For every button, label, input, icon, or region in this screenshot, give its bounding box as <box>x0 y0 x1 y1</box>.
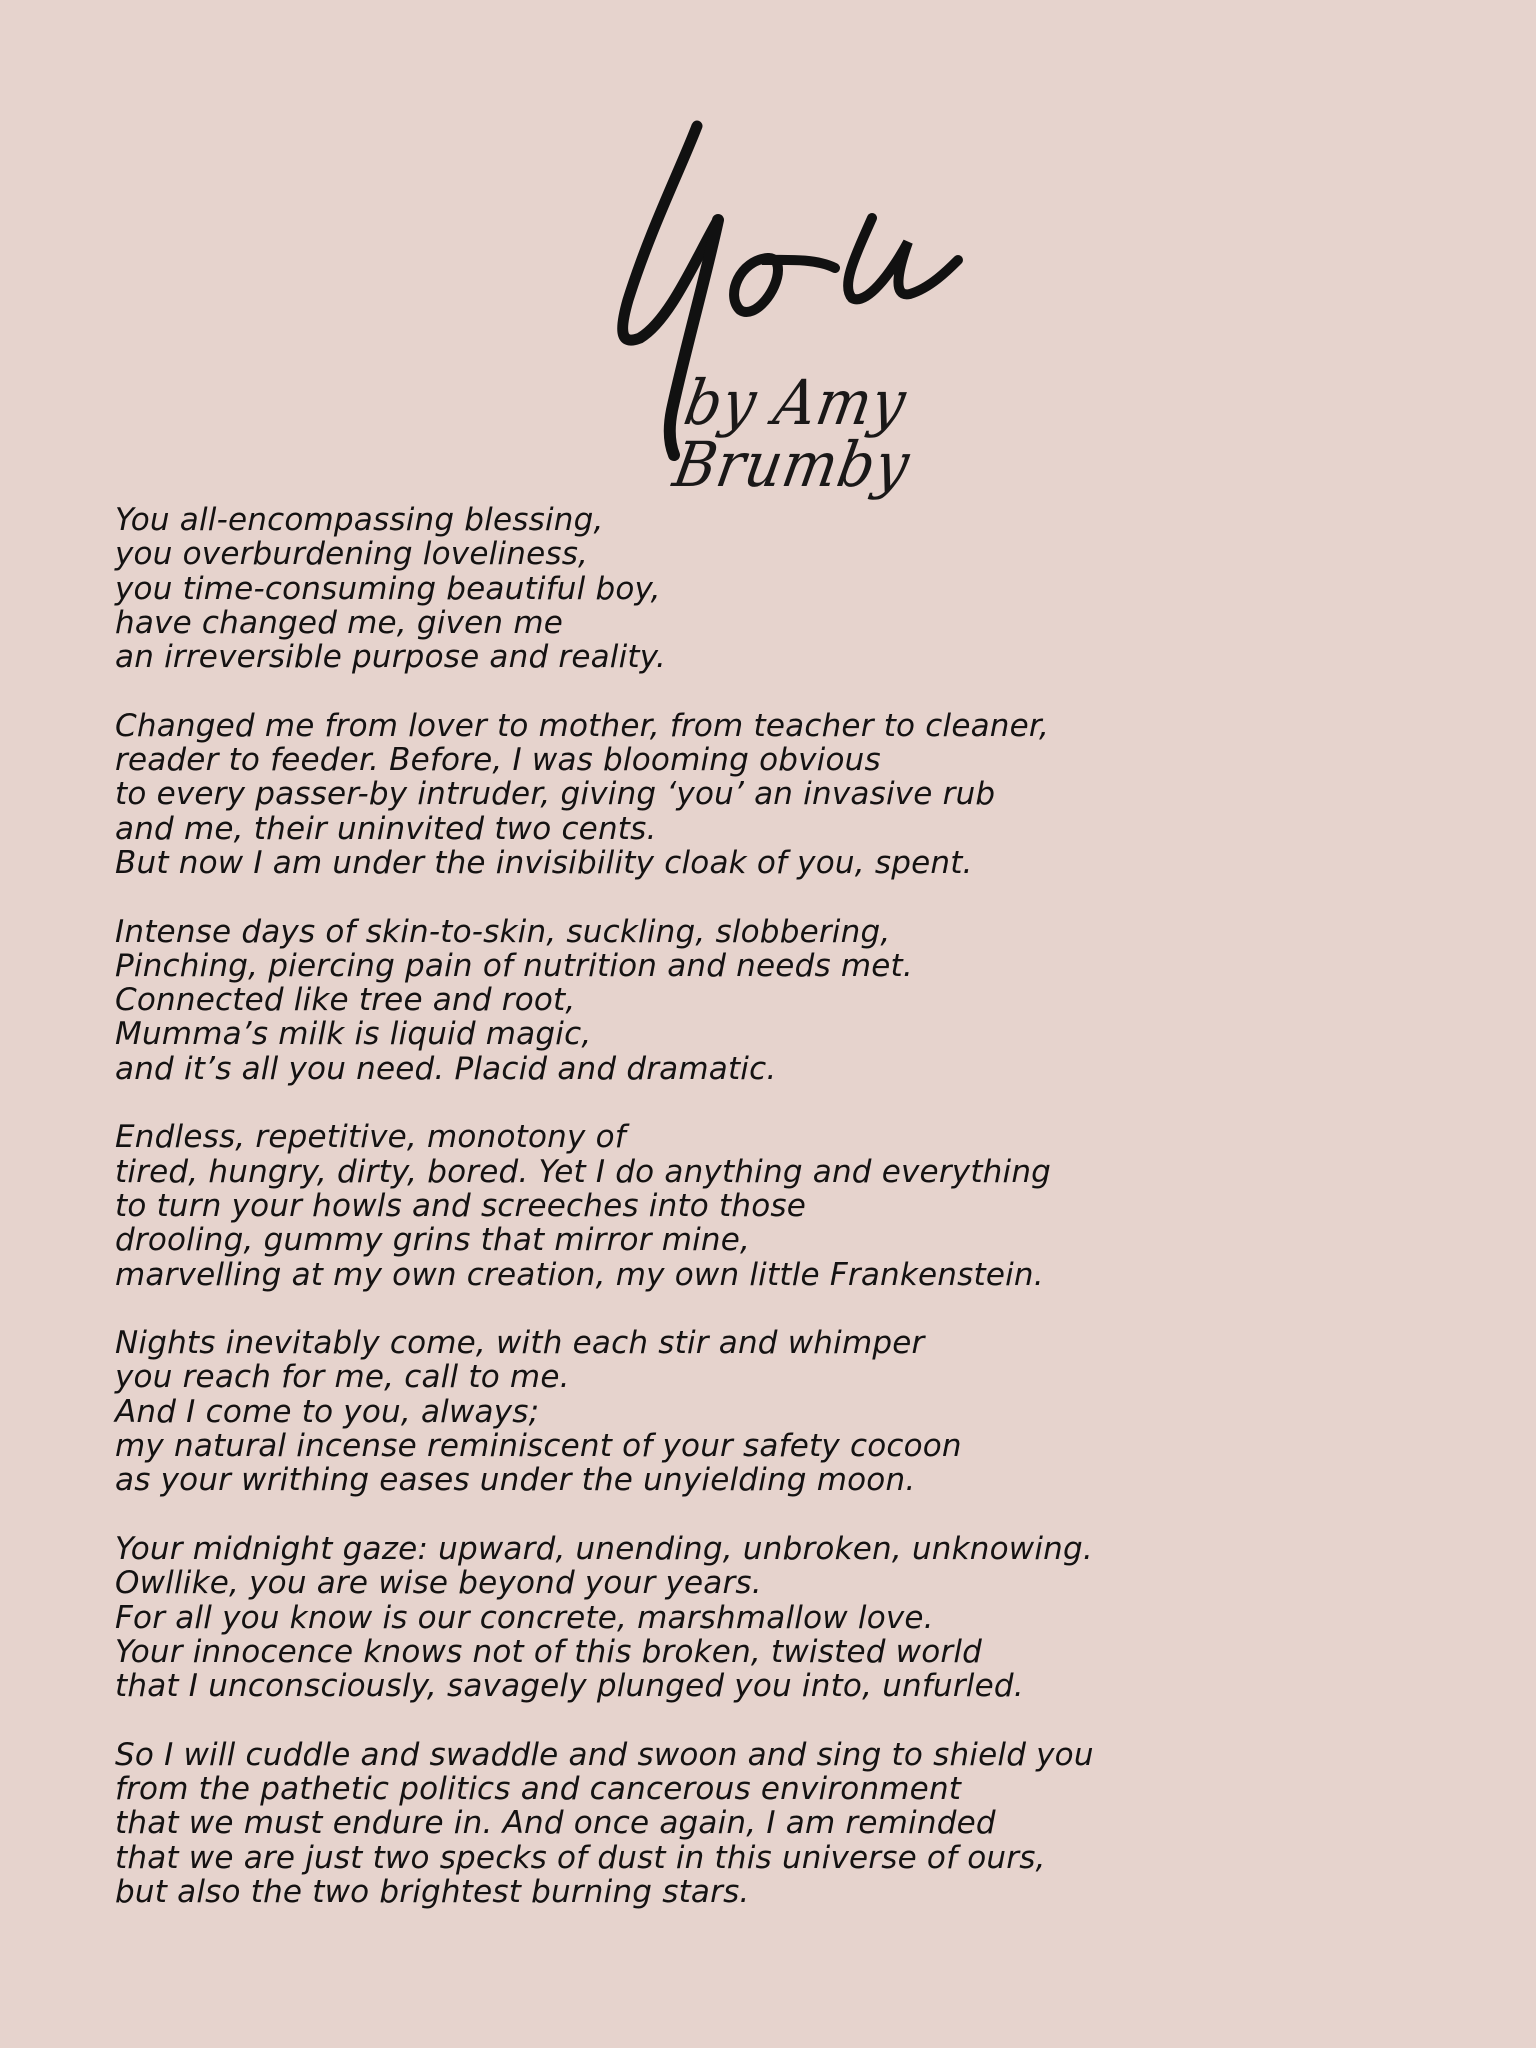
poem-line: Mumma’s milk is liquid magic, <box>115 1016 592 1053</box>
poem-line: tired, hungry, dirty, bored. Yet I do anything and everything <box>115 1153 1052 1190</box>
poem-line: Connected like tree and root, <box>115 982 576 1019</box>
poem-line: but also the two brightest burning stars. <box>115 1873 750 1910</box>
poem-line: Intense days of skin-to-skin, suckling, slobbering, <box>115 913 891 950</box>
poem-line: Owllike, you are wise beyond your years. <box>115 1565 762 1602</box>
poem-line: from the pathetic politics and cancerous environment <box>115 1770 962 1807</box>
poem-line: But now I am under the invisibility cloak of you, spent. <box>115 844 973 881</box>
poem-line: that we are just two specks of dust in this universe of ours, <box>115 1839 1046 1876</box>
poem-line: Endless, repetitive, monotony of <box>115 1119 626 1156</box>
stanza-3 <box>115 915 1094 1086</box>
poem-line: and it’s all you need. Placid and dramatic. <box>115 1050 777 1087</box>
poem-line: an irreversible purpose and reality. <box>115 639 666 676</box>
poem-line: have changed me, given me <box>115 604 563 641</box>
poem-line: Your innocence knows not of this broken, twisted world <box>115 1633 983 1670</box>
stanza-6 <box>115 1532 1094 1703</box>
poem-body <box>115 503 1094 1943</box>
poem-line: And I come to you, always; <box>115 1393 540 1430</box>
poem-line: you reach for me, call to me. <box>115 1359 570 1396</box>
stanza-7 <box>115 1738 1094 1909</box>
poem-line: to every passer-by intruder, giving ‘you’ an invasive rub <box>115 776 996 813</box>
stanza-1 <box>115 503 1094 674</box>
poem-line: that I unconsciously, savagely plunged you into, unfurled. <box>115 1668 1024 1705</box>
poem-line: drooling, gummy grins that mirror mine, <box>115 1222 751 1259</box>
poem-line: as your writhing eases under the unyielding moon. <box>115 1462 916 1499</box>
poem-line: Nights inevitably come, with each stir and whimper <box>115 1325 925 1362</box>
poem-line: you overburdening loveliness, <box>115 536 589 573</box>
poem-author-byline: by Amy Brumby <box>668 366 916 501</box>
stanza-4 <box>115 1120 1094 1291</box>
poem-line: You all-encompassing blessing, <box>115 502 604 538</box>
poem-line: my natural incense reminiscent of your safety cocoon <box>115 1428 962 1465</box>
stanza-5 <box>115 1326 1094 1497</box>
poem-line: reader to feeder. Before, I was blooming obvious <box>115 742 881 779</box>
poem-line: you time-consuming beautiful boy, <box>115 570 661 607</box>
poem-line: marvelling at my own creation, my own little Frankenstein. <box>115 1256 1044 1293</box>
poem-line: So I will cuddle and swaddle and swoon and sing to shield you <box>115 1736 1094 1773</box>
stanza-2 <box>115 709 1094 880</box>
poem-line: Your midnight gaze: upward, unending, unbroken, unknowing. <box>115 1530 1093 1567</box>
poem-line: Changed me from lover to mother, from teacher to cleaner, <box>115 707 1050 744</box>
poem-line: that we must endure in. And once again, I am reminded <box>115 1805 996 1842</box>
poem-line: For all you know is our concrete, marshmallow love. <box>115 1599 934 1636</box>
poem-line: Pinching, piercing pain of nutrition and needs met. <box>115 947 913 984</box>
poem-line: to turn your howls and screeches into those <box>115 1187 807 1224</box>
title-block <box>600 110 1080 501</box>
poem-line: and me, their uninvited two cents. <box>115 810 657 847</box>
